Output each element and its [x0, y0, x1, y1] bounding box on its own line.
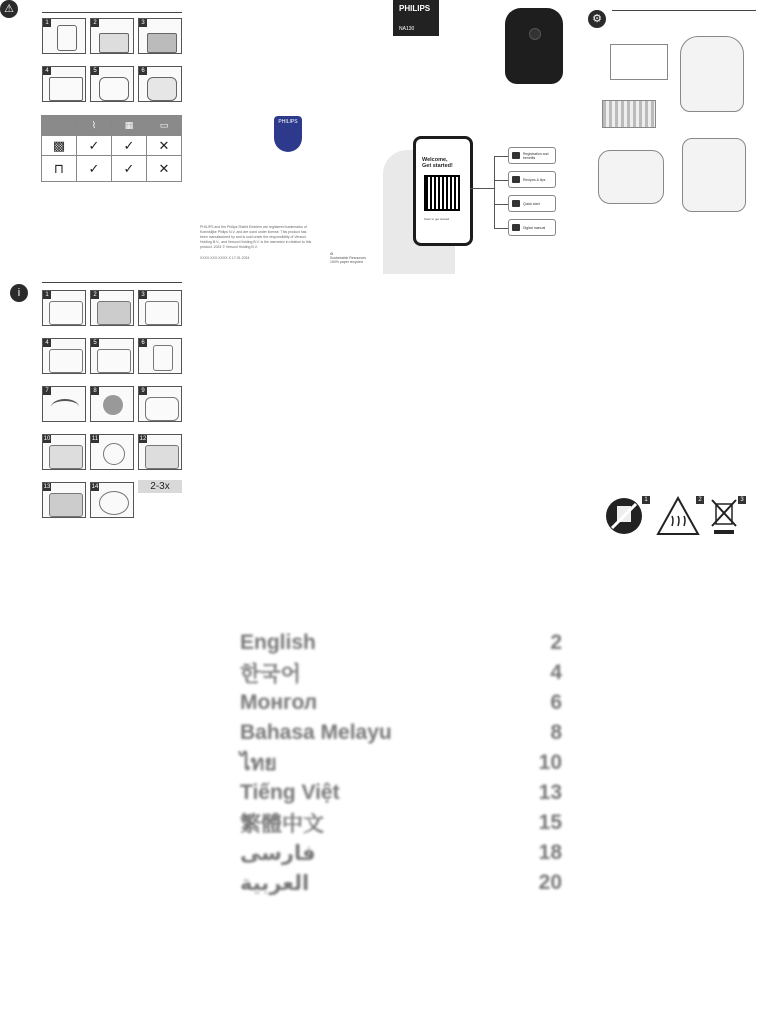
airfryer-rear-drawing [682, 138, 746, 212]
fryer-illustration [145, 445, 179, 469]
step-panel [90, 66, 134, 102]
connector-line [494, 156, 508, 157]
dishwasher-icon: ▦ [111, 115, 147, 136]
step-number: 5 [91, 67, 99, 75]
step-number: 1 [43, 291, 51, 299]
toc-language: Tiếng Việt [240, 781, 340, 804]
toc-language: English [240, 631, 316, 654]
food-illustration [49, 493, 83, 517]
table-header-row [42, 116, 182, 136]
step-number: 13 [43, 484, 51, 490]
fryer-illustration [49, 349, 83, 373]
microwave-icon: ▭ [146, 115, 182, 136]
phone-welcome [422, 157, 453, 169]
box-model: NA130 [399, 26, 415, 32]
step-number: 4 [43, 339, 51, 347]
airfryer-product-photo [505, 8, 563, 84]
box-brand: PHILIPS [399, 4, 431, 13]
recycle-line-1: Sustainable Resources [330, 256, 366, 260]
step-panel [42, 482, 86, 518]
airfryer-drawing [680, 36, 744, 112]
toc-row[interactable] [240, 808, 562, 838]
step-number: 3 [139, 19, 147, 27]
table-cell: ✓ [111, 135, 147, 156]
hot-surface-icon [656, 496, 696, 536]
toc-page: 8 [550, 721, 562, 744]
step-panel [138, 290, 182, 326]
no-immerse-icon [604, 496, 644, 536]
basket-icon: ⊓ [41, 155, 77, 182]
step-number: 9 [139, 387, 147, 395]
table-header-empty [41, 115, 77, 136]
menu-item-label: Recipes & tips [523, 177, 546, 182]
toc-language: ไทย [240, 751, 277, 775]
menu-item-label: Digital manual [523, 225, 546, 230]
basket-drawing [598, 150, 664, 204]
step-number: 2 [91, 19, 99, 27]
table-row [42, 156, 182, 182]
step-number: 6 [139, 67, 147, 75]
repeat-label: 2-3x [138, 480, 182, 493]
grill-illustration [147, 33, 177, 53]
toc-language: Монгол [240, 691, 318, 714]
grill-plate-drawing [602, 100, 656, 128]
connector-line [494, 180, 508, 181]
manual-icon [512, 224, 520, 231]
toc-page: 18 [538, 841, 562, 864]
cleaning-illustration [147, 77, 177, 101]
philips-shield-logo [274, 116, 302, 152]
section-divider [42, 12, 182, 13]
video-icon [512, 200, 520, 207]
toc-language: العربية [240, 871, 310, 895]
toc-language: 한국어 [240, 663, 301, 686]
logo-text: PHILIPS [278, 119, 298, 125]
toc-page: 4 [550, 661, 562, 684]
toc-page: 15 [538, 811, 562, 834]
step-number: 10 [43, 436, 51, 442]
warning-number: 2 [696, 496, 704, 504]
step-number: 1 [43, 19, 51, 27]
toc-language: فارسی [240, 841, 316, 865]
menu-item-label: Registration and benefits [523, 151, 549, 160]
phone-illustration [413, 136, 473, 246]
welcome-line-2: Get started! [422, 163, 453, 169]
serve-illustration [99, 491, 129, 515]
fryer-illustration [49, 77, 83, 101]
toc-page: 10 [538, 751, 562, 774]
fryer-illustration [49, 301, 83, 325]
connector-line [470, 188, 494, 189]
step-panel [90, 18, 134, 54]
step-panel [90, 290, 134, 326]
connector-line [494, 204, 508, 205]
app-menu [508, 147, 556, 243]
step-panel [42, 66, 86, 102]
menu-item-recipes [508, 171, 556, 188]
grill-plate-icon: ▩ [41, 135, 77, 156]
socket-illustration [57, 25, 77, 51]
fryer-illustration [145, 397, 179, 421]
step-number: 4 [43, 67, 51, 75]
step-panel [90, 482, 134, 518]
step-number: 14 [91, 484, 99, 490]
toc-page: 13 [538, 781, 562, 804]
menu-item-quick-start [508, 195, 556, 212]
toc-language: Bahasa Melayu [240, 721, 392, 744]
step-panel [42, 18, 86, 54]
toc-row[interactable] [240, 658, 562, 688]
fryer-illustration [97, 349, 131, 373]
table-cell: ✓ [76, 155, 112, 182]
fryer-illustration [49, 445, 83, 469]
recycle-icon: ♻ [330, 252, 334, 256]
toc-page: 20 [538, 871, 562, 894]
step-panel [138, 386, 182, 422]
toc-row[interactable] [240, 748, 562, 778]
warning-number: 1 [642, 496, 650, 504]
toc-row[interactable] [240, 868, 562, 898]
table-cell: ✓ [76, 135, 112, 156]
basket-illustration [99, 33, 129, 53]
step-number: 6 [139, 339, 147, 347]
tap-icon: ⌇ [76, 115, 112, 136]
step-panel [138, 434, 182, 470]
legal-text: PHILIPS and the Philips Shield Emblem are registered trademarks of Koninklijke Philips N.V. and are used under license. This product has been manufactured by and is sold under the responsibility of Versuni Holding B.V., and Versuni Holding B.V. is the warrantor in relation to this product. 2024 © Versuni Holding B.V. [200, 225, 312, 249]
step-number: 5 [91, 339, 99, 347]
product-box-strip [393, 0, 439, 36]
toc-row[interactable] [240, 718, 562, 748]
fryer-dial [529, 28, 541, 40]
section-divider [612, 10, 756, 11]
step-number: 2 [91, 291, 99, 299]
cooking-chart-card [610, 44, 668, 80]
step-number: 3 [139, 291, 147, 299]
socket-illustration [153, 345, 173, 371]
step-panel [90, 338, 134, 374]
warning-number: 3 [738, 496, 746, 504]
info-section-icon: i [10, 284, 28, 302]
connector-line [494, 156, 495, 228]
step-panel [90, 434, 134, 470]
recycle-note [330, 252, 366, 264]
scan-text: Scan to get started [424, 217, 450, 221]
table-row [42, 136, 182, 156]
step-panel [138, 18, 182, 54]
table-cell: ✓ [111, 155, 147, 182]
table-cell: ✕ [146, 135, 182, 156]
connector-line [494, 228, 508, 229]
menu-item-label: Quick start [523, 201, 540, 206]
toc-row[interactable] [240, 688, 562, 718]
overview-section-icon: ⚙ [588, 10, 606, 28]
toc-page: 6 [550, 691, 562, 714]
dial-illustration [103, 395, 123, 415]
food-illustration [97, 301, 131, 325]
step-panel [42, 386, 86, 422]
recipe-icon [512, 176, 520, 183]
qr-code [424, 175, 460, 211]
toc-language: 繁體中文 [240, 813, 324, 836]
menu-item-digital-manual [508, 219, 556, 236]
document-code: XXXX.XXX.XXXX.X 17.01.2024 [200, 256, 250, 260]
dial-turn-illustration [51, 399, 79, 415]
step-number: 12 [139, 436, 147, 442]
step-panel [42, 338, 86, 374]
section-divider [42, 282, 182, 283]
step-panel [138, 338, 182, 374]
step-number: 11 [91, 436, 99, 442]
toc-row[interactable] [240, 628, 562, 658]
step-number: 8 [91, 387, 99, 395]
welcome-line-1: Welcome, [422, 157, 448, 163]
step-panel [138, 66, 182, 102]
menu-item-registration [508, 147, 556, 164]
step-panel [90, 386, 134, 422]
language-table-of-contents [240, 628, 562, 898]
table-cell: ✕ [146, 155, 182, 182]
fryer-illustration [145, 301, 179, 325]
step-number: 7 [43, 387, 51, 395]
step-panel [42, 434, 86, 470]
toc-page: 2 [550, 631, 562, 654]
recycle-line-2: 100% paper recycled [330, 260, 363, 264]
compatibility-table [42, 116, 182, 182]
drawer-illustration [99, 77, 129, 101]
shake-illustration [103, 443, 125, 465]
step-panel [42, 290, 86, 326]
toc-row[interactable] [240, 778, 562, 808]
no-entry-section-icon: ⚠ [0, 0, 18, 18]
toc-row[interactable] [240, 838, 562, 868]
registration-icon [512, 152, 520, 159]
